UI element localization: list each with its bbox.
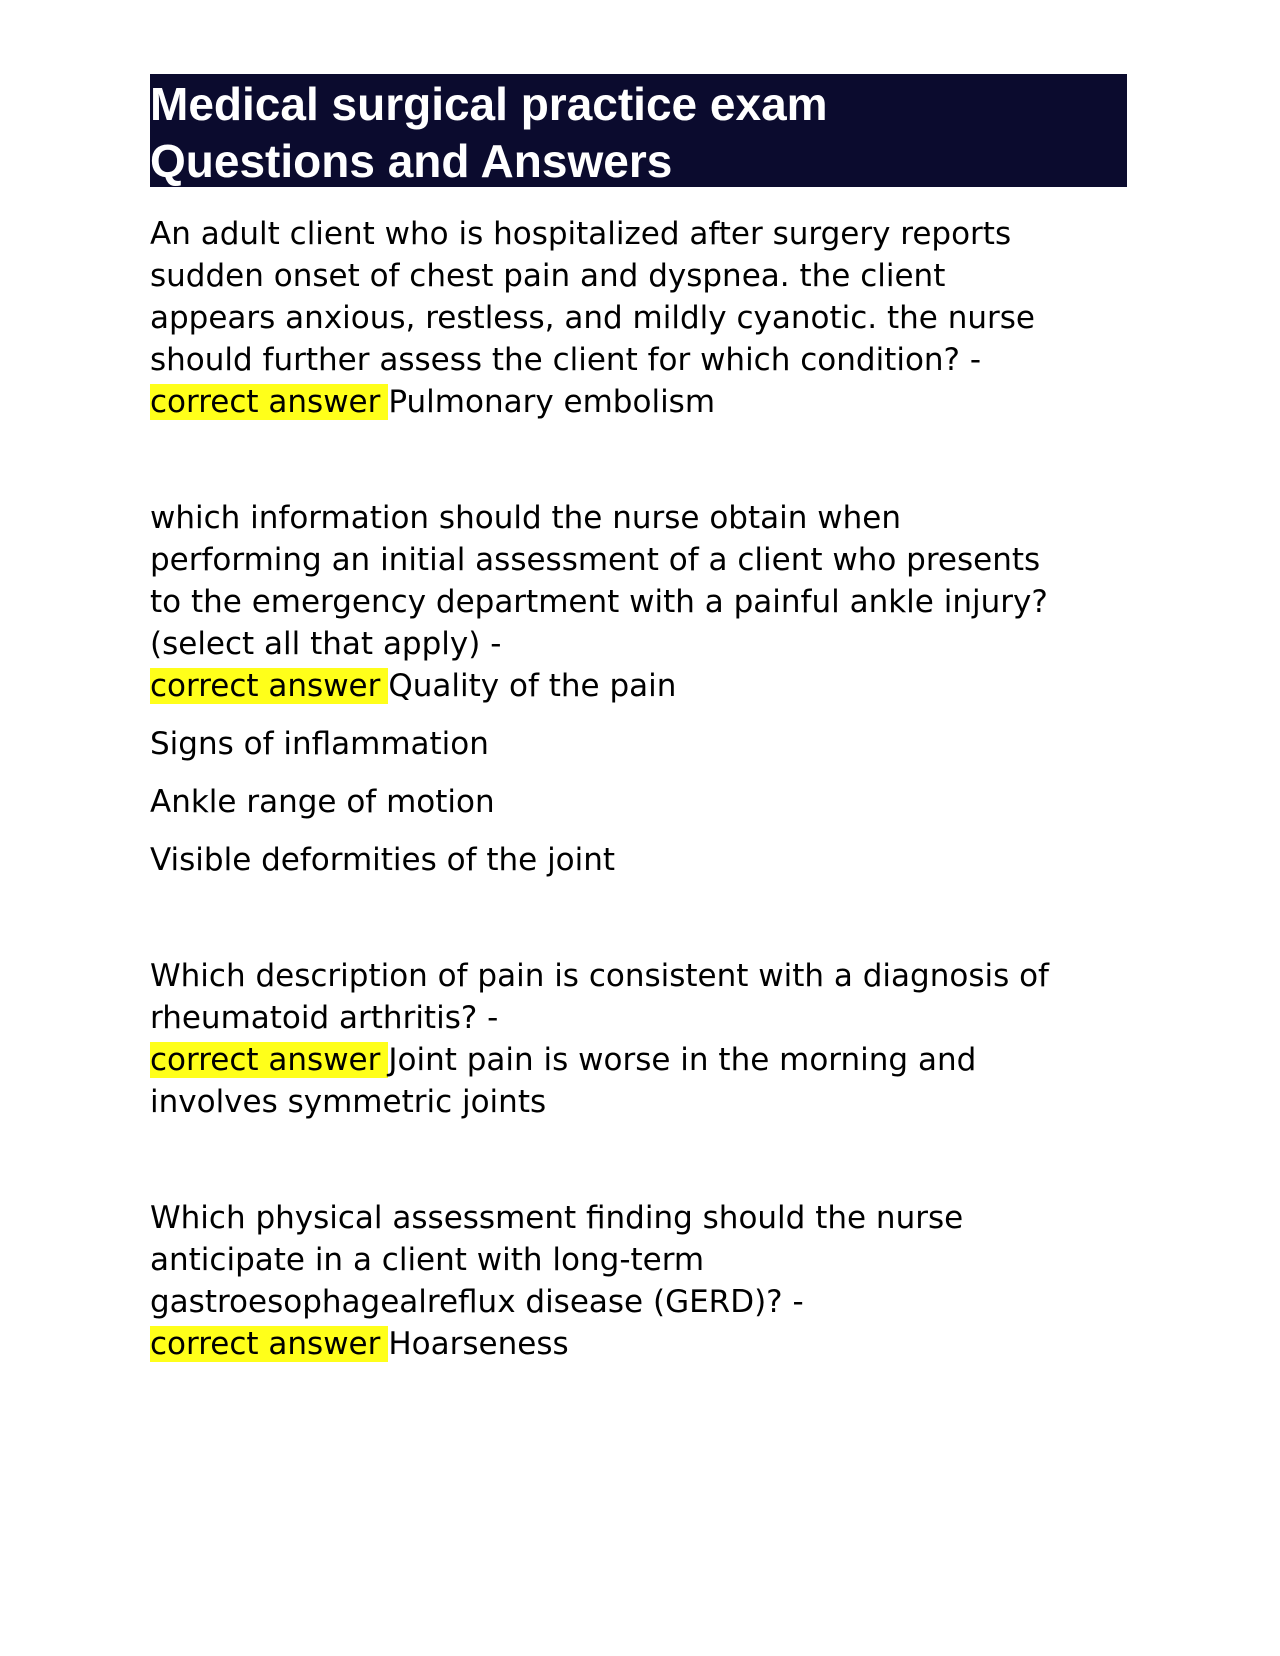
document-page [150,74,1127,1365]
question-3-line-2: rheumatoid arthritis? - [150,1000,499,1036]
question-4-line-3: gastroesophagealreflux disease (GERD)? - [150,1284,804,1320]
correct-answer-label: correct answer [150,1042,388,1078]
question-1-line-3: appears anxious, restless, and mildly cyanotic. the nurse [150,300,1035,336]
question-2-line-2: performing an initial assessment of a client who presents [150,542,1041,578]
question-3-line-1: Which description of pain is consistent with a diagnosis of [150,958,1049,994]
question-4-line-2: anticipate in a client with long-term [150,1242,705,1278]
extra-answer-1: Signs of inflammation [150,726,489,762]
correct-answer-label: correct answer [150,384,388,420]
correct-answer-label: correct answer [150,1326,388,1362]
question-1-line-4: should further assess the client for which condition? - [150,342,982,378]
answer-text: Pulmonary embolism [388,384,716,420]
answer-line-1 [150,381,1127,423]
question-block-4 [150,1197,1127,1365]
answer-text: Hoarseness [388,1326,569,1362]
title-line-1: Medical surgical practice exam [150,78,828,130]
question-block-1 [150,213,1127,423]
answer-text: Joint pain is worse in the morning and [388,1042,977,1078]
title-line-2: Questions and Answers [150,135,673,187]
answer-line-3 [150,1039,1127,1081]
answer-text: Quality of the pain [388,668,677,704]
question-block-3 [150,955,1127,1123]
correct-answer-label: correct answer [150,668,388,704]
document-title [150,74,1127,187]
extra-answer-3: Visible deformities of the joint [150,842,616,878]
question-1-line-2: sudden onset of chest pain and dyspnea. the client [150,258,946,294]
question-2-line-1: which information should the nurse obtain when [150,500,901,536]
question-4-line-1: Which physical assessment finding should the nurse [150,1200,964,1236]
question-block-2 [150,497,1127,881]
extra-answer-2: Ankle range of motion [150,784,495,820]
question-1-line-1: An adult client who is hospitalized after surgery reports [150,216,1012,252]
question-2-line-4: (select all that apply) - [150,626,502,662]
question-2-line-3: to the emergency department with a painful ankle injury? [150,584,1048,620]
answer-line-4 [150,1323,1127,1365]
answer-line-2 [150,665,1127,707]
answer-continued-line: involves symmetric joints [150,1084,547,1120]
